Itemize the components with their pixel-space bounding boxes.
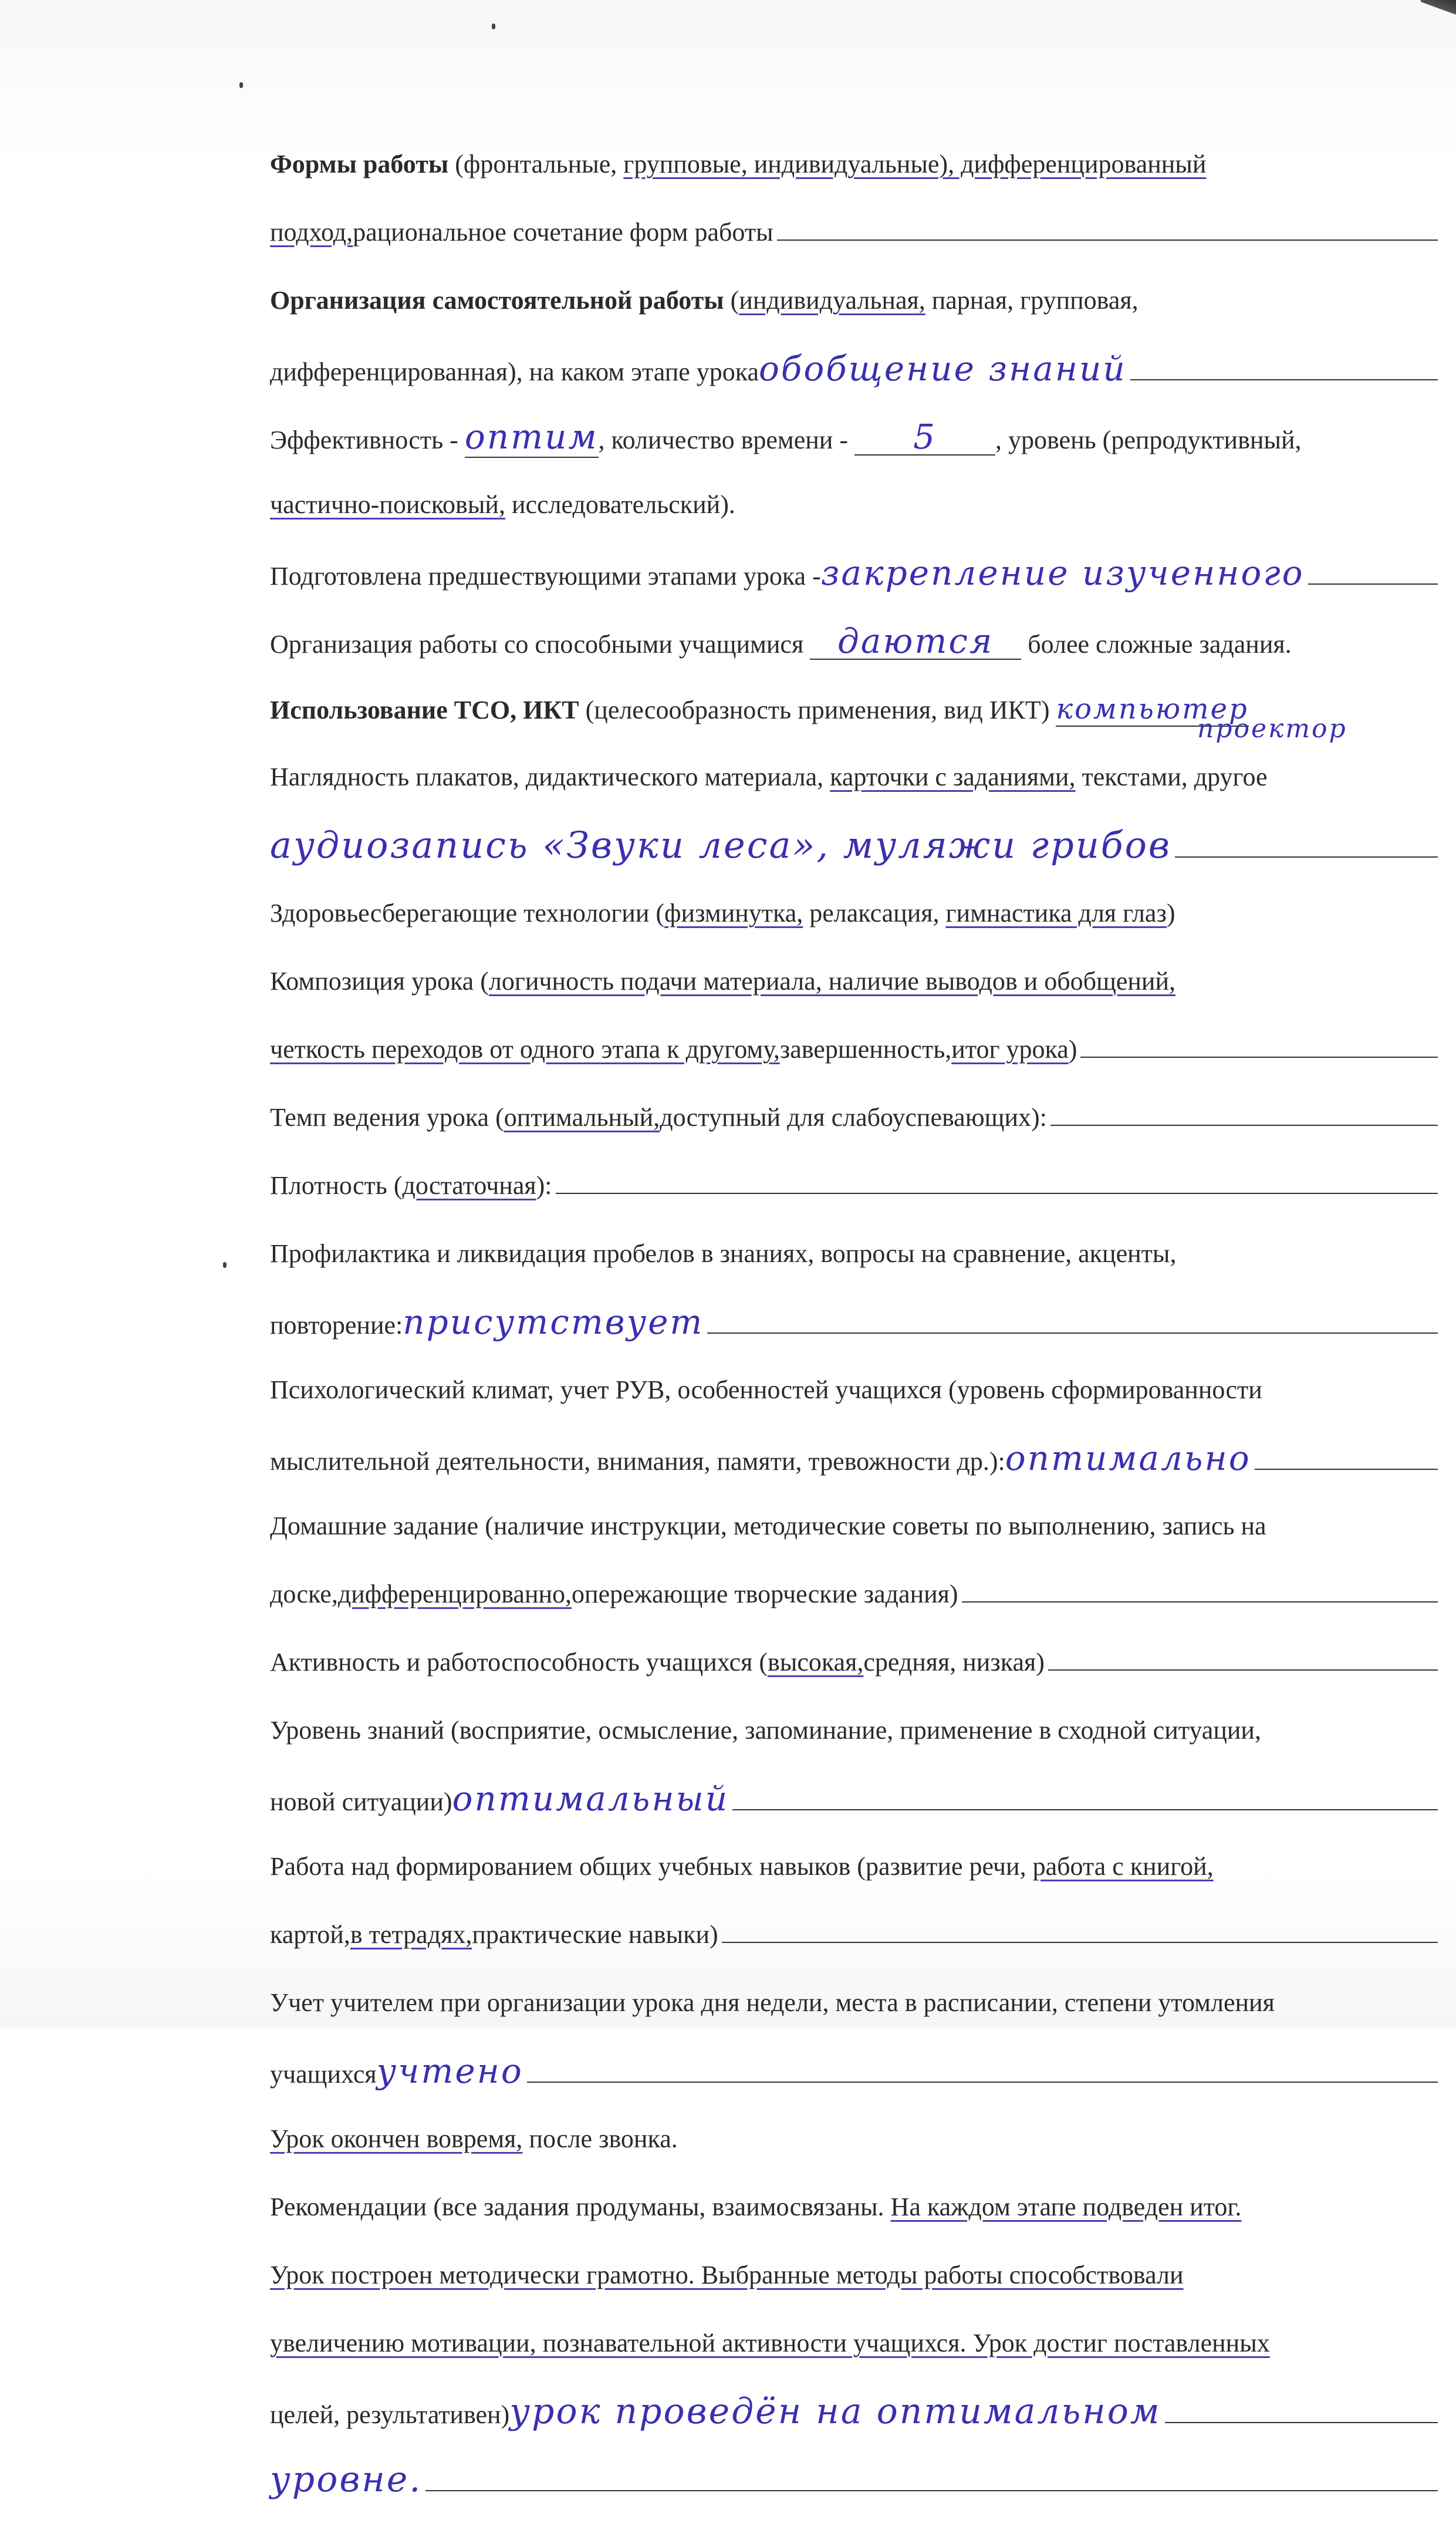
- text: Домашние задание (наличие инструкции, методические советы по выполнению, запись на: [270, 1512, 1266, 1540]
- marked-option: На каждом этапе подведен итог.: [890, 2192, 1242, 2221]
- handwritten-answer: даются: [810, 623, 1021, 660]
- marked-option: дифференцированный: [954, 150, 1207, 178]
- marked-option: частично-поисковый,: [270, 490, 505, 519]
- heading-work-forms: Формы работы: [270, 150, 449, 178]
- handwritten-answer: оптимально: [1005, 1438, 1251, 1478]
- text: Психологический климат, учет РУВ, особенностей учащихся (уровень сформированности: [270, 1375, 1262, 1404]
- answer-blank: [707, 1309, 1438, 1334]
- form-line-health: [270, 896, 1438, 964]
- text: ):: [536, 1171, 552, 1200]
- form-line-independent-work: [270, 283, 1438, 351]
- form-line-climate: [270, 1372, 1438, 1441]
- handwritten-answer: закрепление изученного: [820, 553, 1305, 593]
- marked-option: групповые,: [623, 150, 748, 178]
- text: опережающие творческие задания): [572, 1580, 958, 1608]
- text: исследовательский).: [505, 490, 735, 519]
- answer-blank: [1175, 833, 1438, 858]
- form-line-homework: [270, 1509, 1438, 1577]
- handwritten-answer: обобщение знаний: [759, 349, 1127, 389]
- text: парная, групповая,: [925, 286, 1139, 315]
- answer-blank: [722, 1918, 1438, 1943]
- form-line-motivation: [270, 2326, 1438, 2394]
- form-line-thinking: [270, 1438, 1438, 1509]
- answer-blank: [1308, 560, 1438, 585]
- lesson-analysis-form: [270, 147, 1438, 2530]
- form-line-efficiency: [270, 419, 1438, 487]
- text: новой ситуации): [270, 1787, 452, 1816]
- marked-option: индивидуальные),: [747, 150, 955, 178]
- handwritten-answer: оптим: [464, 417, 599, 457]
- text: повторение:: [270, 1311, 403, 1340]
- marked-option: карточки с заданиями,: [830, 763, 1076, 791]
- answer-blank: [777, 216, 1438, 241]
- handwritten-answer: урок проведён на оптимальном: [509, 2391, 1161, 2432]
- form-line-skills-cont: [270, 1917, 1438, 1985]
- marked-option: дифференцированно,: [337, 1580, 572, 1608]
- form-line-goals: [270, 2391, 1438, 2462]
- marked-option: работа с книгой,: [1032, 1852, 1214, 1881]
- form-line-activity: [270, 1645, 1438, 1713]
- form-line-lesson-end: [270, 2121, 1438, 2190]
- marked-option: увеличению мотивации, познавательной активности учащихся. Урок достиг поставленных: [270, 2329, 1270, 2357]
- text: (целесообразность применения, вид ИКТ): [579, 696, 1056, 724]
- marked-option: подход,: [270, 218, 353, 247]
- form-line-repetition: [270, 1304, 1438, 1372]
- answer-blank: [1165, 2399, 1438, 2423]
- form-line-ict: [270, 691, 1438, 760]
- text: средняя, низкая): [863, 1648, 1045, 1676]
- form-line-capable-students: [270, 623, 1438, 691]
- scan-speck: [492, 23, 495, 29]
- form-line-density: [270, 1168, 1438, 1236]
- marked-option: Урок построен методически грамотно. Выбранные методы работы способствовали: [270, 2261, 1184, 2289]
- text: целей, результативен): [270, 2400, 510, 2429]
- text: Профилактика и ликвидация пробелов в знаниях, вопросы на сравнение, акценты,: [270, 1239, 1177, 1268]
- text: Плотность (: [270, 1171, 403, 1200]
- handwritten-answer: присутствует: [403, 1302, 704, 1342]
- marked-option: индивидуальная,: [739, 286, 925, 315]
- marked-option: логичность подачи материала, наличие выводов и обобщений,: [488, 967, 1176, 996]
- form-line-homework-board: [270, 1577, 1438, 1645]
- text: завершенность,: [779, 1035, 952, 1064]
- scan-corner-mark: [1421, 0, 1456, 23]
- form-line-work-forms: [270, 147, 1438, 215]
- form-line-new-situation: [270, 1781, 1438, 1849]
- marked-option: высокая,: [768, 1648, 864, 1676]
- handwritten-answer: проектор: [1197, 714, 1347, 744]
- form-line-students: [270, 2053, 1438, 2121]
- handwritten-answer: учтено: [376, 2051, 523, 2091]
- marked-option: Урок окончен вовремя,: [270, 2124, 523, 2153]
- form-line-method: [270, 2258, 1438, 2326]
- text: картой,: [270, 1920, 350, 1949]
- text: Уровень знаний (восприятие, осмысление, запоминание, применение в сходной ситуации,: [270, 1716, 1261, 1745]
- marked-option: достаточная: [402, 1171, 536, 1200]
- text: Организация работы со способными учащимися: [270, 630, 810, 659]
- form-line-composition: [270, 964, 1438, 1032]
- answer-blank: [732, 1786, 1438, 1810]
- text: (фронтальные,: [448, 150, 624, 178]
- marked-option: в тетрадях,: [350, 1920, 472, 1949]
- text: мыслительной деятельности, внимания, памяти, тревожности др.):: [270, 1447, 1005, 1476]
- text: , количество времени -: [598, 426, 855, 454]
- answer-blank: [1130, 356, 1438, 380]
- form-line-prevention: [270, 1236, 1438, 1304]
- scan-speck: [223, 1262, 227, 1268]
- form-line-visual-aids: [270, 760, 1438, 828]
- text: доске,: [270, 1580, 338, 1608]
- answer-blank: [425, 2467, 1438, 2491]
- answer-blank: [962, 1578, 1438, 1603]
- text: Композиция урока (: [270, 967, 489, 996]
- text: текстами, другое: [1075, 763, 1268, 791]
- text: Наглядность плакатов, дидактического материала,: [270, 763, 830, 791]
- text: дифференцированная), на каком этапе урока: [270, 357, 759, 386]
- text: (: [724, 286, 739, 315]
- form-line-skills: [270, 1849, 1438, 1917]
- marked-option: оптимальный,: [504, 1103, 660, 1132]
- text: доступный для слабоуспевающих):: [660, 1103, 1047, 1132]
- form-line-visual-aids-answer: [270, 824, 1438, 896]
- form-line-goals-cont: [270, 2459, 1438, 2530]
- text: Эффективность -: [270, 426, 465, 454]
- form-line-prepared: [270, 555, 1438, 623]
- handwritten-answer: уровне.: [270, 2459, 423, 2500]
- text: ): [1068, 1035, 1077, 1064]
- form-line-schedule: [270, 1985, 1438, 2053]
- text: Здоровьесберегающие технологии (: [270, 899, 665, 927]
- answer-blank: [527, 2058, 1438, 2083]
- heading-independent-work: Организация самостоятельной работы: [270, 286, 724, 315]
- text: более сложные задания.: [1021, 630, 1292, 659]
- text: Темп ведения урока (: [270, 1103, 504, 1132]
- form-line-tempo: [270, 1100, 1438, 1168]
- text: ): [1166, 899, 1175, 927]
- text: рациональное сочетание форм работы: [353, 218, 773, 247]
- text: Учет учителем при организации урока дня недели, места в расписании, степени утомления: [270, 1988, 1275, 2017]
- form-line-stage: [270, 351, 1438, 419]
- handwritten-answer: компьютер: [1056, 693, 1249, 726]
- text: Рекомендации (все задания продуманы, взаимосвязаны.: [270, 2192, 891, 2221]
- answer-blank: [1050, 1101, 1438, 1126]
- text: практические навыки): [472, 1920, 718, 1949]
- text: релаксация,: [803, 899, 946, 927]
- form-line-knowledge: [270, 1713, 1438, 1781]
- marked-option: итог урока: [951, 1035, 1069, 1064]
- handwritten-answer: аудиозапись «Звуки леса», муляжи грибов: [270, 824, 1172, 866]
- answer-blank: [1080, 1033, 1438, 1058]
- handwritten-answer: оптимальный: [452, 1779, 729, 1819]
- form-line-approach: [270, 215, 1438, 283]
- marked-option: физминутка,: [664, 899, 803, 927]
- answer-blank: [1255, 1445, 1438, 1470]
- answer-blank: [556, 1169, 1438, 1194]
- marked-option: четкость переходов от одного этапа к другому,: [270, 1035, 780, 1064]
- text: Активность и работоспособность учащихся (: [270, 1648, 768, 1676]
- text: после звонка.: [522, 2124, 678, 2153]
- form-line-transitions: [270, 1032, 1438, 1100]
- heading-ict: Использование ТСО, ИКТ: [270, 696, 579, 724]
- form-line-level: [270, 487, 1438, 555]
- answer-blank: [1048, 1646, 1438, 1671]
- handwritten-answer: 5: [854, 419, 995, 456]
- form-line-recommendations: [270, 2190, 1438, 2258]
- text: учащихся: [270, 2060, 377, 2089]
- text: Подготовлена предшествующими этапами урока -: [270, 562, 821, 591]
- marked-option: гимнастика для глаз: [945, 899, 1167, 927]
- text: Работа над формированием общих учебных навыков (развитие речи,: [270, 1852, 1033, 1881]
- scan-speck: [239, 82, 243, 88]
- text: , уровень (репродуктивный,: [995, 426, 1302, 454]
